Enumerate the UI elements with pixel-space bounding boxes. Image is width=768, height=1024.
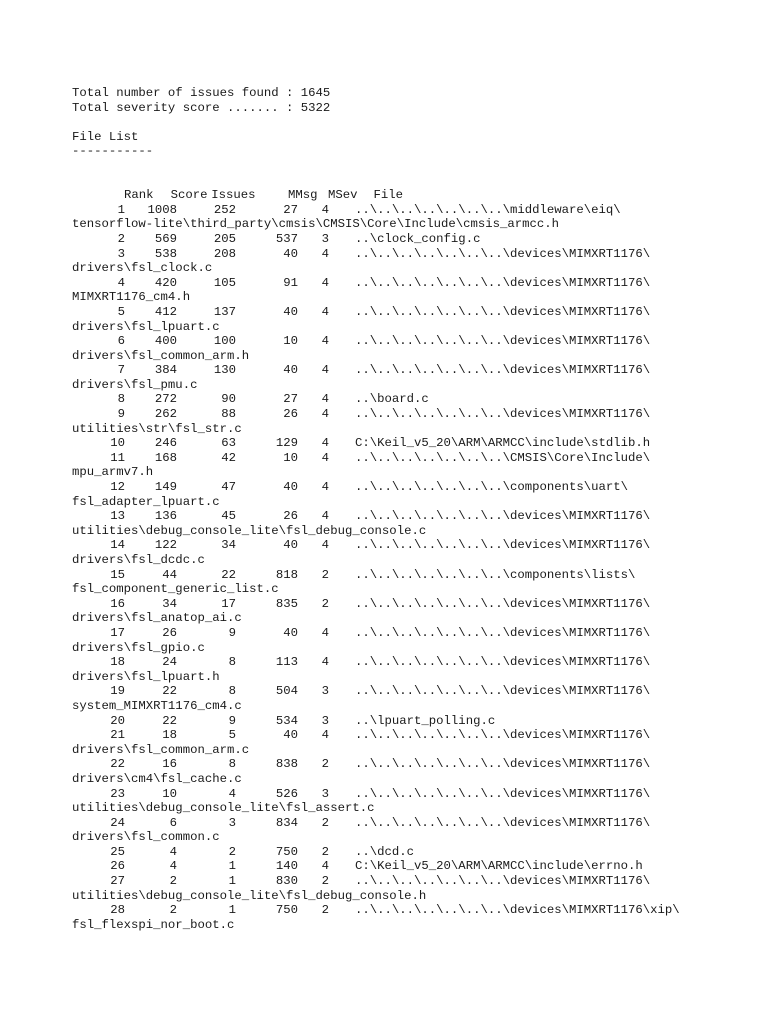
table-row — [72, 276, 762, 291]
rank-cell: 14 — [110, 538, 125, 553]
rank-cell: 10 — [110, 436, 125, 451]
mmsg-cell: 10 — [283, 334, 298, 349]
file-cell: ..\..\..\..\..\..\..\CMSIS\Core\Include\ — [355, 450, 651, 465]
mmsg-cell: 40 — [283, 363, 298, 378]
mmsg-cell: 40 — [283, 538, 298, 553]
issues-cell: 17 — [221, 596, 236, 611]
score-cell: 262 — [154, 407, 177, 422]
mmsg-cell: 534 — [275, 713, 298, 728]
issues-cell: 42 — [221, 450, 236, 465]
header-score: Score — [170, 188, 208, 203]
issues-cell: 1 — [228, 874, 236, 889]
table-row — [72, 787, 762, 802]
rank-cell: 15 — [110, 567, 125, 582]
issues-cell: 2 — [228, 844, 236, 859]
issues-cell: 63 — [221, 436, 236, 451]
msev-cell: 3 — [321, 786, 329, 801]
file-list-title: File List — [72, 129, 139, 144]
file-cell: ..\..\..\..\..\..\..\devices\MIMXRT1176\ — [355, 275, 651, 290]
issues-cell: 90 — [221, 392, 236, 407]
issues-cell: 8 — [228, 655, 236, 670]
issues-cell: 4 — [228, 786, 236, 801]
file-cell: ..\..\..\..\..\..\..\devices\MIMXRT1176\ — [355, 684, 651, 699]
score-cell: 22 — [162, 713, 177, 728]
score-cell: 412 — [154, 304, 177, 319]
issues-cell: 3 — [228, 815, 236, 830]
score-cell: 4 — [169, 859, 177, 874]
file-cell: ..\..\..\..\..\..\..\devices\MIMXRT1176\ — [355, 509, 651, 524]
table-row — [72, 874, 762, 889]
file-cell: ..\..\..\..\..\..\..\devices\MIMXRT1176\ — [355, 786, 651, 801]
rank-cell: 21 — [110, 728, 125, 743]
table-row — [72, 538, 762, 553]
msev-cell: 4 — [321, 859, 329, 874]
table-row — [72, 232, 762, 247]
rank-cell: 18 — [110, 655, 125, 670]
score-cell: 34 — [162, 596, 177, 611]
issues-cell: 45 — [221, 509, 236, 524]
score-cell: 246 — [154, 436, 177, 451]
score-cell: 22 — [162, 684, 177, 699]
file-cell: ..\..\..\..\..\..\..\devices\MIMXRT1176\xip\ — [355, 903, 680, 918]
mmsg-cell: 140 — [275, 859, 298, 874]
issues-cell: 88 — [221, 407, 236, 422]
total-issues-line: Total number of issues found : 1645 — [72, 86, 331, 100]
mmsg-cell: 27 — [283, 202, 298, 217]
table-row — [72, 568, 762, 583]
file-path-continuation: utilities\debug_console_lite\fsl_debug_console.c — [72, 523, 427, 538]
rank-cell: 3 — [117, 246, 125, 261]
file-cell: ..\..\..\..\..\..\..\devices\MIMXRT1176\ — [355, 728, 651, 743]
file-cell: ..\..\..\..\..\..\..\devices\MIMXRT1176\ — [355, 407, 651, 422]
header-mmsg: MMsg — [288, 188, 318, 203]
file-path-continuation: system_MIMXRT1176_cm4.c — [72, 698, 242, 713]
table-row — [72, 757, 762, 772]
table-row — [72, 816, 762, 831]
score-cell: 420 — [154, 275, 177, 290]
rank-cell: 28 — [110, 903, 125, 918]
score-cell: 16 — [162, 757, 177, 772]
msev-cell: 4 — [321, 407, 329, 422]
rank-cell: 12 — [110, 480, 125, 495]
msev-cell: 4 — [321, 304, 329, 319]
msev-cell: 4 — [321, 334, 329, 349]
issues-cell: 130 — [213, 363, 236, 378]
file-cell: ..\..\..\..\..\..\..\devices\MIMXRT1176\ — [355, 815, 651, 830]
msev-cell: 4 — [321, 538, 329, 553]
table-row — [72, 845, 762, 860]
mmsg-cell: 91 — [283, 275, 298, 290]
mmsg-cell: 40 — [283, 246, 298, 261]
rank-cell: 11 — [110, 450, 125, 465]
rank-cell: 2 — [117, 231, 125, 246]
rank-cell: 23 — [110, 786, 125, 801]
score-cell: 1008 — [147, 202, 177, 217]
rank-cell: 24 — [110, 815, 125, 830]
table-header — [72, 174, 762, 203]
file-cell: ..\..\..\..\..\..\..\devices\MIMXRT1176\ — [355, 538, 651, 553]
total-score-line: Total severity score ....... : 5322 — [72, 100, 331, 115]
rank-cell: 1 — [117, 202, 125, 217]
score-cell: 168 — [154, 450, 177, 465]
mmsg-cell: 537 — [275, 231, 298, 246]
report-document — [72, 86, 762, 932]
file-path-continuation: utilities\str\fsl_str.c — [72, 421, 242, 436]
rank-cell: 8 — [117, 392, 125, 407]
mmsg-cell: 26 — [283, 509, 298, 524]
file-path-continuation: mpu_armv7.h — [72, 465, 154, 480]
issues-cell: 9 — [228, 625, 236, 640]
file-cell: ..\lpuart_polling.c — [355, 713, 496, 728]
issues-cell: 47 — [221, 480, 236, 495]
file-cell: ..\..\..\..\..\..\..\devices\MIMXRT1176\ — [355, 363, 651, 378]
score-cell: 6 — [169, 815, 177, 830]
spacer — [72, 159, 762, 174]
file-cell: ..\..\..\..\..\..\..\devices\MIMXRT1176\ — [355, 304, 651, 319]
rank-cell: 7 — [117, 363, 125, 378]
file-cell: ..\..\..\..\..\..\..\components\lists\ — [355, 567, 636, 582]
mmsg-cell: 504 — [275, 684, 298, 699]
score-cell: 2 — [169, 874, 177, 889]
file-list-underline: ----------- — [72, 144, 154, 159]
file-path-continuation: tensorflow-lite\third_party\cmsis\CMSIS\Core\Include\cmsis_armcc.h — [72, 217, 560, 232]
file-path-continuation: drivers\fsl_common_arm.h — [72, 348, 250, 363]
file-cell: ..\dcd.c — [355, 844, 415, 859]
rank-cell: 5 — [117, 304, 125, 319]
file-cell: ..\..\..\..\..\..\..\devices\MIMXRT1176\ — [355, 334, 651, 349]
table-row — [72, 903, 762, 918]
msev-cell: 3 — [321, 684, 329, 699]
msev-cell: 4 — [321, 728, 329, 743]
score-cell: 24 — [162, 655, 177, 670]
file-path-continuation: drivers\fsl_common.c — [72, 830, 220, 845]
file-path-continuation: drivers\cm4\fsl_cache.c — [72, 771, 242, 786]
score-cell: 10 — [162, 786, 177, 801]
msev-cell: 4 — [321, 480, 329, 495]
file-path-continuation: fsl_adapter_lpuart.c — [72, 494, 220, 509]
issues-cell: 34 — [221, 538, 236, 553]
rank-cell: 26 — [110, 859, 125, 874]
file-cell: ..\..\..\..\..\..\..\devices\MIMXRT1176\ — [355, 655, 651, 670]
header-file: File — [373, 188, 404, 203]
table-row — [72, 714, 762, 729]
header-msev: MSev — [328, 188, 358, 203]
issues-cell: 1 — [228, 859, 236, 874]
msev-cell: 4 — [321, 392, 329, 407]
file-path-continuation: drivers\fsl_common_arm.c — [72, 742, 250, 757]
score-cell: 18 — [162, 728, 177, 743]
mmsg-cell: 526 — [275, 786, 298, 801]
file-cell: ..\clock_config.c — [355, 231, 481, 246]
score-cell: 538 — [154, 246, 177, 261]
mmsg-cell: 26 — [283, 407, 298, 422]
msev-cell: 2 — [321, 596, 329, 611]
issues-cell: 1 — [228, 903, 236, 918]
rank-cell: 4 — [117, 275, 125, 290]
mmsg-cell: 129 — [275, 436, 298, 451]
rank-cell: 9 — [117, 407, 125, 422]
score-cell: 26 — [162, 625, 177, 640]
file-path-continuation: fsl_flexspi_nor_boot.c — [72, 917, 235, 932]
msev-cell: 4 — [321, 655, 329, 670]
table-row — [72, 859, 762, 874]
rank-cell: 25 — [110, 844, 125, 859]
table-row — [72, 480, 762, 495]
file-cell: ..\..\..\..\..\..\..\middleware\eiq\ — [355, 202, 621, 217]
rank-cell: 20 — [110, 713, 125, 728]
table-row — [72, 203, 762, 218]
mmsg-cell: 10 — [283, 450, 298, 465]
file-path-continuation: drivers\fsl_clock.c — [72, 261, 213, 276]
msev-cell: 4 — [321, 509, 329, 524]
table-row — [72, 655, 762, 670]
rank-cell: 19 — [110, 684, 125, 699]
msev-cell: 2 — [321, 815, 329, 830]
mmsg-cell: 40 — [283, 480, 298, 495]
msev-cell: 2 — [321, 903, 329, 918]
file-path-continuation: drivers\fsl_anatop_ai.c — [72, 611, 242, 626]
file-cell: C:\Keil_v5_20\ARM\ARMCC\include\errno.h — [355, 859, 643, 874]
issues-cell: 100 — [213, 334, 236, 349]
score-cell: 44 — [162, 567, 177, 582]
file-path-continuation: drivers\fsl_lpuart.c — [72, 319, 220, 334]
table-row — [72, 509, 762, 524]
table-row — [72, 728, 762, 743]
issues-cell: 205 — [213, 231, 236, 246]
issues-cell: 252 — [213, 202, 236, 217]
table-row — [72, 597, 762, 612]
rank-cell: 6 — [117, 334, 125, 349]
header-rank: Rank — [124, 188, 154, 203]
file-path-continuation: MIMXRT1176_cm4.h — [72, 290, 191, 305]
msev-cell: 4 — [321, 450, 329, 465]
mmsg-cell: 750 — [275, 903, 298, 918]
score-cell: 384 — [154, 363, 177, 378]
file-cell: ..\..\..\..\..\..\..\devices\MIMXRT1176\ — [355, 596, 651, 611]
file-path-continuation: utilities\debug_console_lite\fsl_debug_console.h — [72, 888, 427, 903]
score-cell: 272 — [154, 392, 177, 407]
mmsg-cell: 835 — [275, 596, 298, 611]
file-path-continuation: fsl_component_generic_list.c — [72, 582, 279, 597]
mmsg-cell: 27 — [283, 392, 298, 407]
file-path-continuation: utilities\debug_console_lite\fsl_assert.c — [72, 801, 375, 816]
mmsg-cell: 40 — [283, 728, 298, 743]
table-row — [72, 451, 762, 466]
file-cell: ..\..\..\..\..\..\..\devices\MIMXRT1176\ — [355, 625, 651, 640]
msev-cell: 4 — [321, 363, 329, 378]
msev-cell: 2 — [321, 567, 329, 582]
msev-cell: 4 — [321, 436, 329, 451]
table-row — [72, 436, 762, 451]
issues-cell: 5 — [228, 728, 236, 743]
spacer — [72, 115, 762, 130]
issues-cell: 22 — [221, 567, 236, 582]
rank-cell: 13 — [110, 509, 125, 524]
file-cell: ..\..\..\..\..\..\..\devices\MIMXRT1176\ — [355, 874, 651, 889]
table-row — [72, 392, 762, 407]
header-issues: Issues — [211, 188, 256, 203]
issues-cell: 105 — [213, 275, 236, 290]
file-path-continuation: drivers\fsl_gpio.c — [72, 640, 205, 655]
mmsg-cell: 40 — [283, 625, 298, 640]
score-cell: 149 — [154, 480, 177, 495]
table-row — [72, 684, 762, 699]
rank-cell: 22 — [110, 757, 125, 772]
issues-cell: 137 — [213, 304, 236, 319]
mmsg-cell: 838 — [275, 757, 298, 772]
rank-cell: 27 — [110, 874, 125, 889]
mmsg-cell: 818 — [275, 567, 298, 582]
score-cell: 136 — [154, 509, 177, 524]
msev-cell: 2 — [321, 757, 329, 772]
msev-cell: 3 — [321, 713, 329, 728]
score-cell: 4 — [169, 844, 177, 859]
table-row — [72, 626, 762, 641]
msev-cell: 4 — [321, 275, 329, 290]
file-cell: ..\board.c — [355, 392, 429, 407]
mmsg-cell: 40 — [283, 304, 298, 319]
file-cell: C:\Keil_v5_20\ARM\ARMCC\include\stdlib.h — [355, 436, 651, 451]
rank-cell: 16 — [110, 596, 125, 611]
mmsg-cell: 750 — [275, 844, 298, 859]
msev-cell: 2 — [321, 844, 329, 859]
score-cell: 569 — [154, 231, 177, 246]
score-cell: 122 — [154, 538, 177, 553]
score-cell: 400 — [154, 334, 177, 349]
file-path-continuation: drivers\fsl_lpuart.h — [72, 669, 220, 684]
table-row — [72, 247, 762, 262]
mmsg-cell: 113 — [275, 655, 298, 670]
table-row — [72, 363, 762, 378]
table-row — [72, 334, 762, 349]
issues-cell: 9 — [228, 713, 236, 728]
table-row — [72, 305, 762, 320]
mmsg-cell: 834 — [275, 815, 298, 830]
msev-cell: 3 — [321, 231, 329, 246]
msev-cell: 4 — [321, 246, 329, 261]
table-row — [72, 407, 762, 422]
issues-cell: 208 — [213, 246, 236, 261]
file-list-table — [72, 203, 762, 933]
msev-cell: 2 — [321, 874, 329, 889]
issues-cell: 8 — [228, 684, 236, 699]
msev-cell: 4 — [321, 625, 329, 640]
score-cell: 2 — [169, 903, 177, 918]
file-path-continuation: drivers\fsl_dcdc.c — [72, 553, 205, 567]
file-path-continuation: drivers\fsl_pmu.c — [72, 377, 198, 392]
file-cell: ..\..\..\..\..\..\..\devices\MIMXRT1176\ — [355, 757, 651, 772]
file-cell: ..\..\..\..\..\..\..\devices\MIMXRT1176\ — [355, 246, 651, 261]
issues-cell: 8 — [228, 757, 236, 772]
file-cell: ..\..\..\..\..\..\..\components\uart\ — [355, 480, 629, 495]
mmsg-cell: 830 — [275, 874, 298, 889]
msev-cell: 4 — [321, 202, 329, 217]
rank-cell: 17 — [110, 625, 125, 640]
